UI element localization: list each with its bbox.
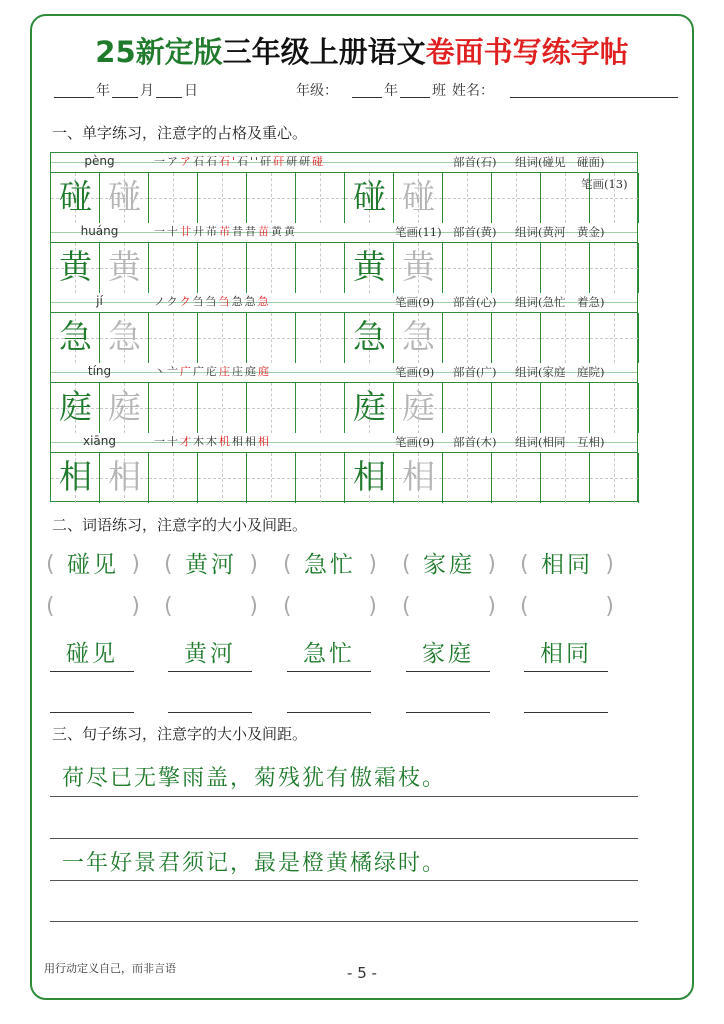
words-label: 组词(急忙 着急) [515, 295, 605, 309]
stroke-step: 昔 [245, 225, 258, 238]
word-writing-line[interactable] [524, 712, 608, 713]
stroke-count-label: 笔画(11) [395, 225, 442, 239]
left-paren: ( [402, 594, 411, 619]
practice-cell[interactable] [492, 173, 541, 223]
stroke-step: 昔 [232, 225, 245, 238]
practice-cell[interactable] [247, 243, 296, 293]
stroke-step: ア [180, 155, 193, 168]
words-label: 组词(碰见 碰面) [515, 155, 605, 169]
right-paren: ) [249, 594, 258, 619]
practice-cell[interactable] [443, 383, 492, 433]
sentence-2: 一年好景君须记，最是橙黄橘绿时。 [62, 851, 447, 876]
word-model: 急忙 [304, 552, 356, 578]
stroke-step: 广 [180, 365, 193, 378]
words-label: 组词(相同 互相) [515, 435, 605, 449]
stroke-step: ク [166, 295, 180, 308]
word-trace: 急忙 [287, 637, 371, 672]
word-model: 相同 [541, 552, 593, 578]
name-label: 姓名： [452, 83, 494, 99]
char-row [51, 153, 637, 223]
trace-char: 相 [402, 457, 435, 496]
right-paren: ) [487, 594, 496, 619]
stroke-step: 亠 [167, 365, 180, 378]
model-char: 黄 [59, 247, 92, 286]
practice-cell[interactable] [590, 243, 639, 293]
section-three-heading: 三、句子练习，注意字的大小及间距。 [52, 725, 308, 743]
stroke-order [154, 223, 297, 239]
trace-char: 庭 [108, 387, 141, 426]
pinyin-label: jí [96, 294, 103, 308]
word-writing-line[interactable] [50, 712, 134, 713]
stroke-step: 黄 [271, 225, 284, 238]
practice-cell[interactable] [149, 383, 198, 433]
pinyin-label: huáng [80, 224, 119, 238]
right-paren: ) [249, 552, 258, 577]
section-two-heading: 二、词语练习，注意字的大小及间距。 [52, 516, 308, 534]
stroke-step: 广 [193, 365, 206, 378]
char-row [51, 293, 637, 363]
stroke-step: 廿 [180, 225, 193, 238]
stroke-step: 庄 [232, 365, 245, 378]
model-char: 庭 [59, 387, 92, 426]
stroke-step: 石'' [237, 155, 261, 168]
pinyin-label: xiāng [82, 434, 116, 448]
stroke-count-label: 笔画(9) [395, 435, 435, 449]
practice-cell[interactable] [198, 313, 247, 363]
title-edition: 25新定版 [95, 35, 223, 69]
page-number: - 5 - [347, 964, 377, 982]
title-subject: 卷面书写练字帖 [425, 35, 629, 69]
word-writing-line[interactable] [287, 712, 371, 713]
character-practice-grid [50, 152, 638, 502]
practice-cell[interactable] [149, 243, 198, 293]
trace-char: 相 [108, 457, 141, 496]
practice-cell[interactable] [443, 173, 492, 223]
word-trace: 黄河 [168, 637, 252, 672]
day-label: 日 [184, 83, 198, 99]
practice-cell[interactable] [541, 243, 590, 293]
practice-cell[interactable] [492, 453, 541, 503]
month-label: 月 [140, 83, 154, 99]
stroke-order [154, 153, 325, 169]
stroke-step: 芇 [219, 225, 232, 238]
practice-cells [51, 452, 637, 504]
radical-label: 部首(木) [453, 435, 497, 449]
stroke-order [154, 433, 271, 449]
stroke-step: 相 [258, 435, 271, 448]
practice-cell[interactable] [492, 243, 541, 293]
stroke-count-label: 笔画(13) [581, 177, 628, 191]
word-writing-line[interactable] [406, 712, 490, 713]
word-model-box [520, 548, 614, 582]
year-blank[interactable] [54, 97, 94, 98]
practice-cell[interactable] [443, 243, 492, 293]
practice-cell[interactable] [198, 243, 247, 293]
left-paren: ( [164, 594, 173, 619]
left-paren: ( [46, 552, 55, 577]
model-char: 相 [59, 457, 92, 496]
sentence-1: 荷尽已无擎雨盖，菊残犹有傲霜枝。 [62, 766, 447, 791]
left-paren: ( [520, 594, 529, 619]
word-model: 家庭 [423, 552, 475, 578]
stroke-step: 庭 [245, 365, 258, 378]
grade-blank[interactable] [352, 97, 382, 98]
stroke-step: 苗 [258, 225, 271, 238]
practice-cells [51, 382, 637, 434]
trace-char: 黄 [402, 247, 435, 286]
left-paren: ( [46, 594, 55, 619]
trace-char: 急 [402, 317, 435, 356]
page-title [0, 30, 724, 71]
stroke-step: 矸 [260, 155, 274, 168]
practice-cell[interactable] [247, 313, 296, 363]
stroke-step: 一 [154, 155, 167, 168]
model-char: 庭 [353, 387, 386, 426]
practice-cell[interactable] [149, 453, 198, 503]
word-model: 碰见 [67, 552, 119, 578]
practice-cells [51, 172, 637, 224]
left-paren: ( [520, 552, 529, 577]
stroke-step: 研 [286, 155, 300, 168]
right-paren: ) [131, 552, 140, 577]
practice-cell[interactable] [296, 383, 345, 433]
stroke-step: 芇 [206, 225, 219, 238]
word-model-box [46, 548, 140, 582]
right-paren: ) [605, 594, 614, 619]
practice-cell[interactable] [247, 173, 296, 223]
practice-cell[interactable] [247, 453, 296, 503]
stroke-step: 庀 [206, 365, 219, 378]
stroke-step: 庭 [258, 365, 271, 378]
stroke-order [154, 363, 271, 379]
model-char: 碰 [59, 177, 92, 216]
stroke-step: 一 [154, 225, 167, 238]
practice-cell[interactable] [198, 173, 247, 223]
grade-year-label: 年 [384, 83, 398, 99]
stroke-step: 矸 [273, 155, 287, 168]
radical-label: 部首(石) [453, 155, 497, 169]
stroke-step: 相 [232, 435, 245, 448]
title-grade: 三年级上册语文 [222, 35, 426, 69]
stroke-step: 十 [167, 225, 180, 238]
trace-char: 庭 [402, 387, 435, 426]
grade-label: 年级： [296, 83, 338, 99]
word-writing-line[interactable] [168, 712, 252, 713]
word-answer-box[interactable] [46, 590, 140, 624]
left-paren: ( [283, 594, 292, 619]
stroke-step: 急 [231, 295, 245, 308]
practice-cell[interactable] [149, 173, 198, 223]
practice-cell[interactable] [492, 383, 541, 433]
right-paren: ) [487, 552, 496, 577]
radical-label: 部首(心) [453, 295, 497, 309]
trace-char: 黄 [108, 247, 141, 286]
writing-line[interactable] [50, 838, 638, 839]
sentence-line [50, 880, 638, 881]
radical-label: 部首(黄) [453, 225, 497, 239]
stroke-step: 碰 [312, 155, 326, 168]
char-row [51, 363, 637, 433]
word-trace: 碰见 [50, 637, 134, 672]
student-info-line [54, 80, 678, 102]
word-answer-box[interactable] [164, 590, 258, 624]
writing-line[interactable] [50, 921, 638, 922]
practice-cell[interactable] [492, 313, 541, 363]
stroke-step: 木 [206, 435, 219, 448]
stroke-count-label: 笔画(9) [395, 365, 435, 379]
practice-cell[interactable] [198, 383, 247, 433]
practice-cells [51, 242, 637, 294]
stroke-step: 木 [193, 435, 206, 448]
practice-cell[interactable] [296, 243, 345, 293]
trace-char: 碰 [108, 177, 141, 216]
right-paren: ) [368, 552, 377, 577]
char-row [51, 433, 637, 503]
practice-cell[interactable] [443, 453, 492, 503]
class-label: 班 [432, 83, 446, 99]
left-paren: ( [164, 552, 173, 577]
stroke-step: ア [167, 155, 180, 168]
right-paren: ) [605, 552, 614, 577]
right-paren: ) [368, 594, 377, 619]
stroke-step: 机 [219, 435, 232, 448]
words-label: 组词(黄河 黄金) [515, 225, 605, 239]
practice-cell[interactable] [296, 453, 345, 503]
practice-cell[interactable] [247, 383, 296, 433]
sentence-line [50, 796, 638, 797]
practice-cells [51, 312, 637, 364]
stroke-step: 黄 [284, 225, 297, 238]
pinyin-label: pèng [84, 154, 115, 168]
day-blank[interactable] [156, 97, 182, 98]
word-model-box [283, 548, 377, 582]
practice-cell[interactable] [443, 313, 492, 363]
practice-cell[interactable] [590, 383, 639, 433]
word-trace: 相同 [524, 637, 608, 672]
stroke-step: 刍 [205, 295, 219, 308]
stroke-count-label: 笔画(9) [395, 295, 435, 309]
model-char: 相 [353, 457, 386, 496]
radical-label: 部首(广) [453, 365, 497, 379]
stroke-order [154, 293, 271, 309]
stroke-step: 廾 [193, 225, 206, 238]
stroke-step: 急 [257, 295, 271, 308]
stroke-step: 刍 [192, 295, 206, 308]
model-char: 急 [59, 317, 92, 356]
word-model-box [164, 548, 258, 582]
stroke-step: 丶 [154, 365, 167, 378]
word-trace: 家庭 [406, 637, 490, 672]
word-answer-box[interactable] [283, 590, 377, 624]
trace-char: 急 [108, 317, 141, 356]
stroke-step: 急 [244, 295, 258, 308]
practice-cell[interactable] [590, 453, 639, 503]
footer-motto: 用行动定义自己，而非言语 [44, 962, 176, 975]
right-paren: ) [131, 594, 140, 619]
left-paren: ( [402, 552, 411, 577]
stroke-step: 石 [206, 155, 219, 168]
trace-char: 碰 [402, 177, 435, 216]
char-row [51, 223, 637, 293]
practice-cell[interactable] [296, 173, 345, 223]
stroke-step: 才 [180, 435, 193, 448]
word-answer-box[interactable] [402, 590, 496, 624]
left-paren: ( [283, 552, 292, 577]
stroke-step: 一 [154, 435, 167, 448]
stroke-step: ク [179, 295, 193, 308]
pinyin-label: tíng [87, 364, 112, 378]
stroke-step: ノ [154, 295, 167, 308]
practice-cell[interactable] [198, 453, 247, 503]
name-blank[interactable] [510, 97, 678, 98]
practice-cell[interactable] [541, 383, 590, 433]
stroke-step: 相 [245, 435, 258, 448]
stroke-step: 刍 [218, 295, 232, 308]
practice-cell[interactable] [541, 453, 590, 503]
stroke-step: 十 [167, 435, 180, 448]
word-model: 黄河 [185, 552, 237, 578]
model-char: 急 [353, 317, 386, 356]
words-label: 组词(家庭 庭院) [515, 365, 605, 379]
stroke-step: 研 [299, 155, 313, 168]
practice-cell[interactable] [149, 313, 198, 363]
class-blank[interactable] [400, 97, 430, 98]
section-one-heading: 一、单字练习，注意字的占格及重心。 [52, 124, 308, 142]
word-answer-box[interactable] [520, 590, 614, 624]
practice-cell[interactable] [296, 313, 345, 363]
stroke-step: 石 [193, 155, 206, 168]
year-label: 年 [96, 83, 110, 99]
practice-cell[interactable] [590, 313, 639, 363]
stroke-step: 石' [219, 155, 238, 168]
word-model-box [402, 548, 496, 582]
practice-cell[interactable] [541, 313, 590, 363]
model-char: 碰 [353, 177, 386, 216]
stroke-step: 庄 [219, 365, 232, 378]
month-blank[interactable] [112, 97, 138, 98]
model-char: 黄 [353, 247, 386, 286]
